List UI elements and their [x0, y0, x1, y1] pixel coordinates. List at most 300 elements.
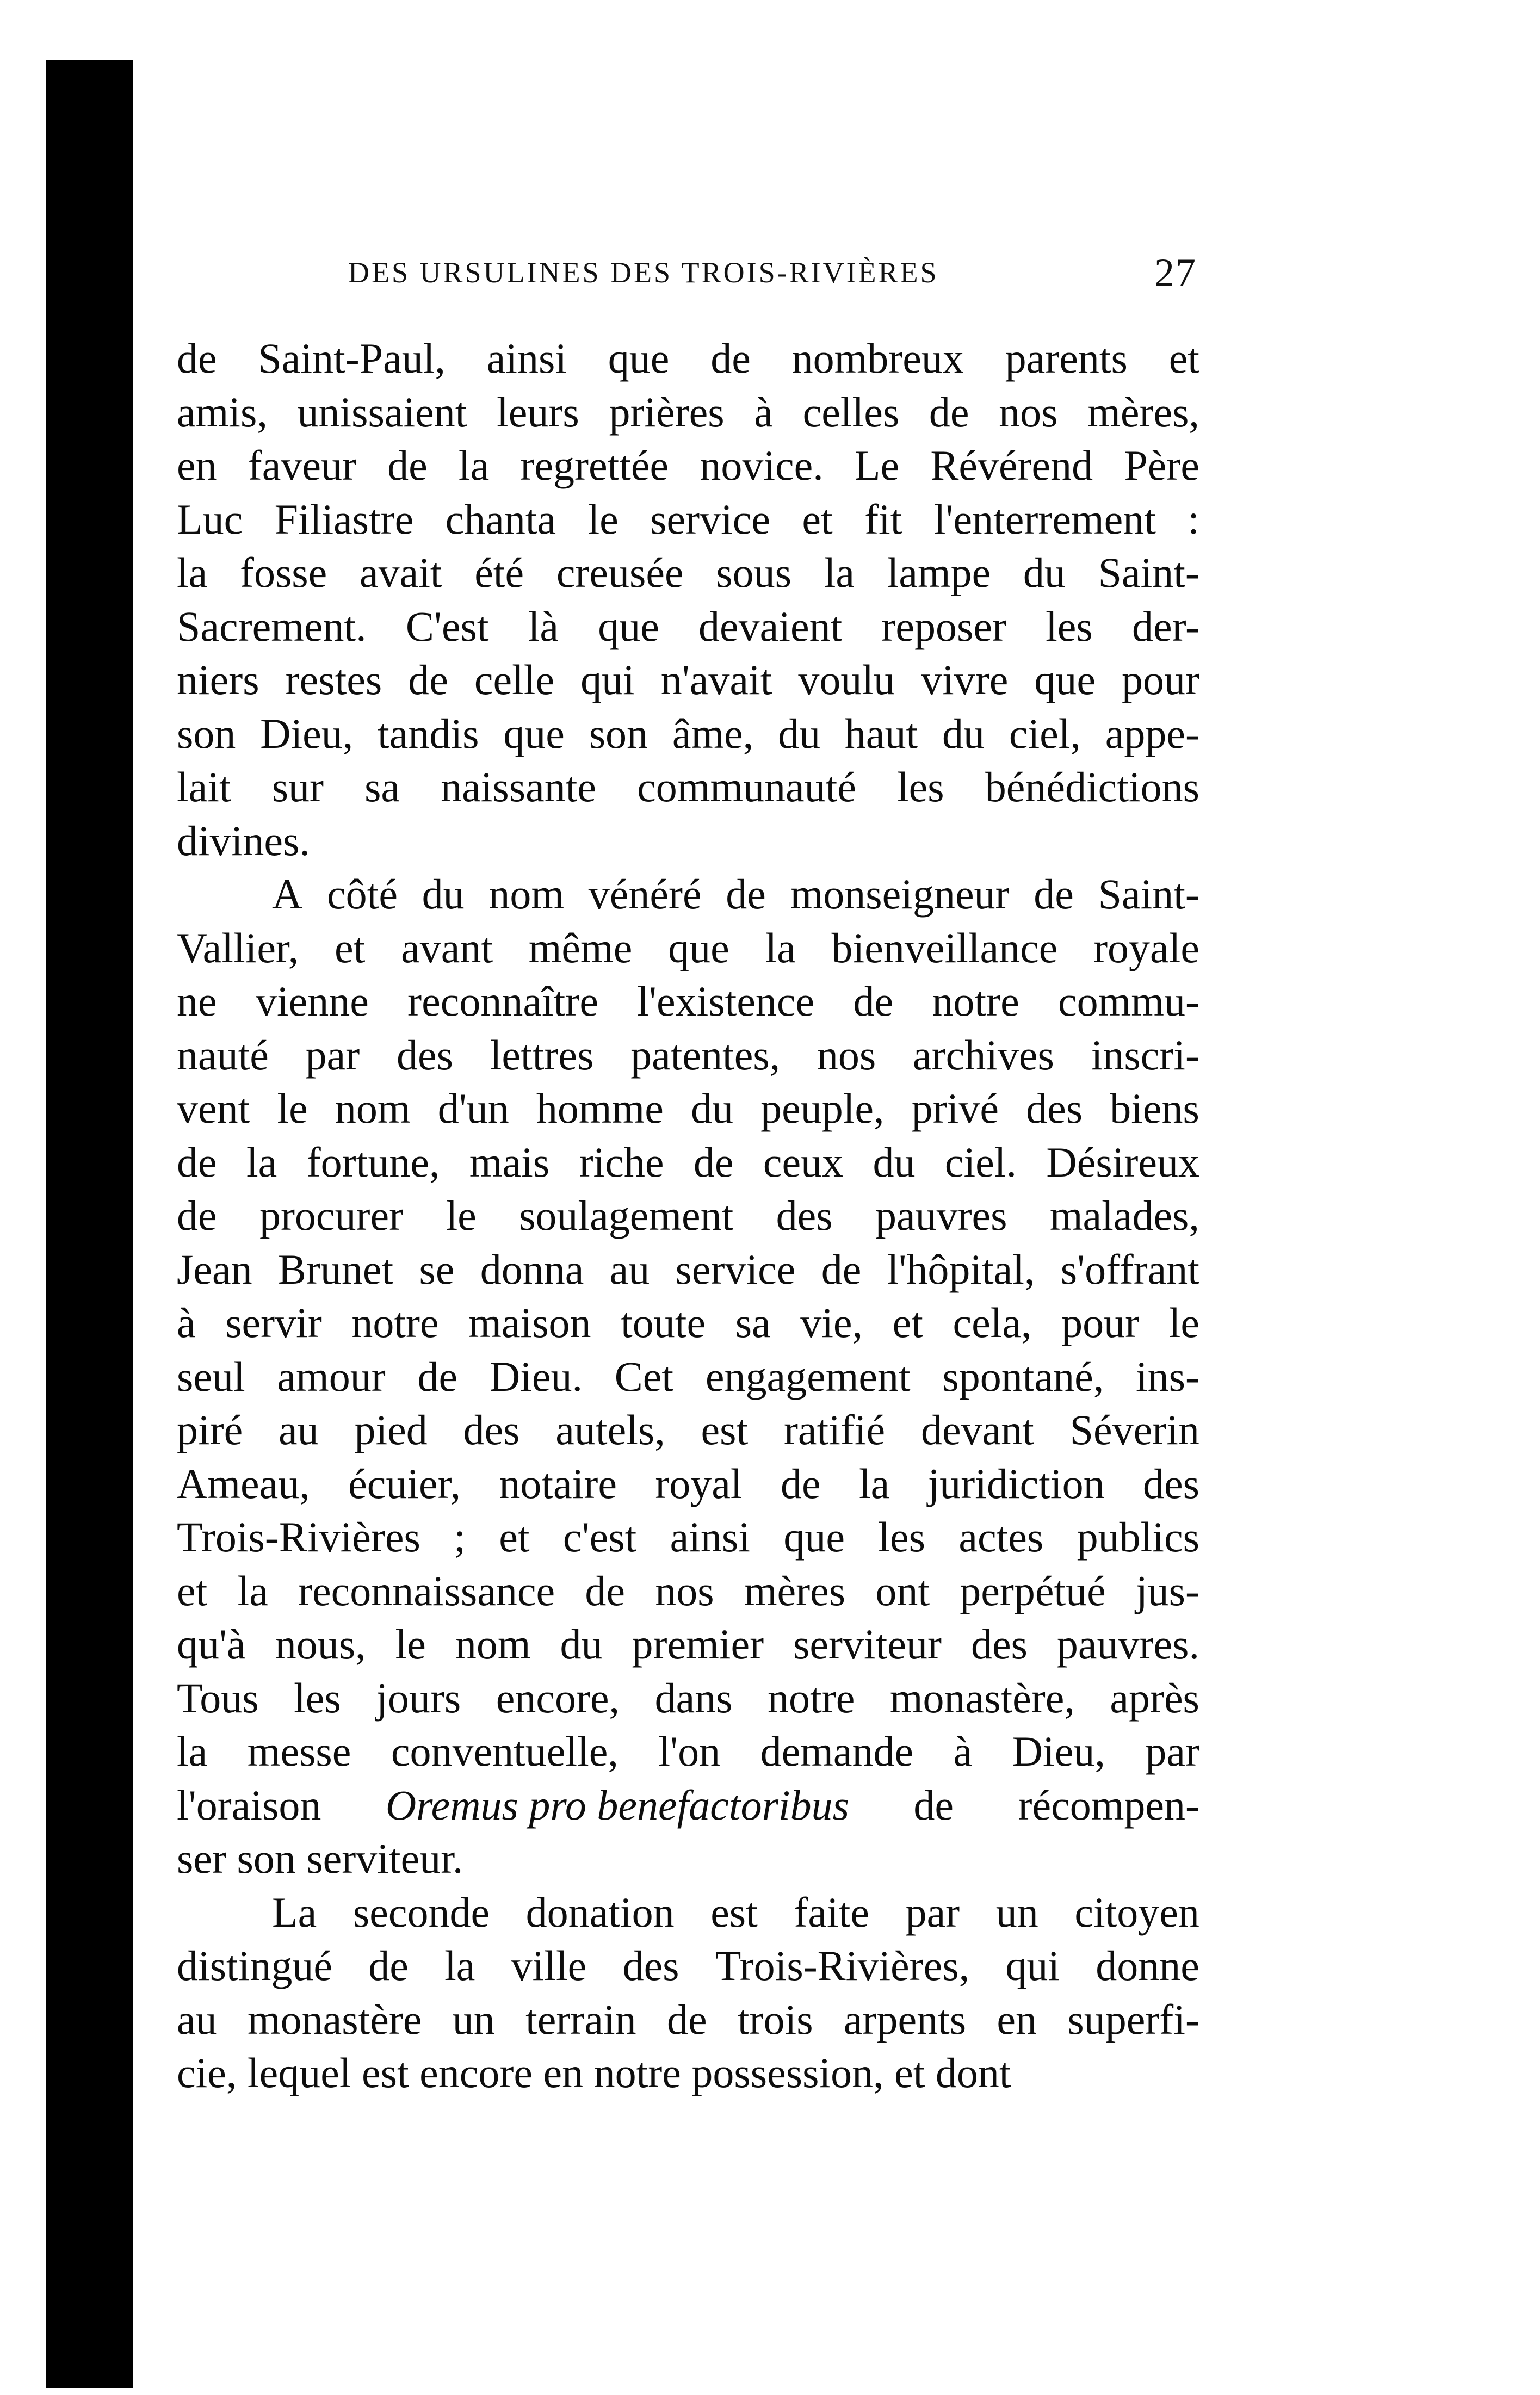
body-text	[177, 332, 1199, 2100]
word: même	[528, 924, 633, 971]
word: par	[905, 1888, 960, 1936]
word: encore,	[496, 1674, 620, 1722]
word: au	[609, 1245, 650, 1293]
text-line	[177, 1082, 1199, 1136]
word: est	[710, 1888, 758, 1936]
text-line	[177, 975, 1199, 1029]
word: engagement	[705, 1352, 911, 1400]
text-line	[177, 386, 1199, 440]
word: jus-	[1135, 1567, 1199, 1614]
word: notre	[932, 977, 1019, 1025]
word: n'avait	[660, 656, 772, 703]
text-line	[177, 546, 1199, 600]
word: creusée	[556, 549, 684, 596]
word: voulu	[798, 656, 895, 703]
word: dans	[654, 1674, 733, 1722]
word: du	[873, 1138, 916, 1186]
word: Révérend	[930, 442, 1093, 489]
word: les	[897, 763, 944, 810]
text-line	[177, 1725, 1199, 1779]
text-line	[177, 921, 1199, 975]
word: terrain	[525, 1995, 636, 2043]
word: lampe	[887, 549, 991, 596]
paragraph	[177, 1886, 1199, 2100]
text-line	[177, 332, 1199, 386]
word: côté	[327, 870, 398, 918]
word: le	[1168, 1299, 1199, 1346]
word: que	[608, 335, 670, 382]
word: demande	[760, 1728, 914, 1775]
word: notre	[351, 1299, 439, 1346]
word: des	[776, 1192, 833, 1239]
word: Brunet	[277, 1245, 394, 1293]
word: l'on	[658, 1728, 721, 1775]
word: publics	[1077, 1513, 1199, 1561]
text-line	[177, 760, 1199, 814]
word: des	[1142, 1459, 1199, 1507]
word: et	[335, 924, 366, 971]
word: devant	[920, 1406, 1034, 1453]
text-line	[177, 1403, 1199, 1457]
word: naissante	[441, 763, 597, 810]
word: Père	[1124, 442, 1199, 489]
word: fortune,	[306, 1138, 440, 1186]
word: la	[858, 1459, 890, 1507]
word: messe	[247, 1728, 351, 1775]
word: ser	[177, 1835, 226, 1882]
word: Séverin	[1069, 1406, 1199, 1453]
word: arpents	[843, 1995, 967, 2043]
text-line	[177, 1189, 1199, 1243]
text-line	[177, 1993, 1199, 2047]
word: ciel.	[944, 1138, 1017, 1186]
paragraph	[177, 868, 1199, 1886]
word: le	[277, 1085, 308, 1132]
word: à	[953, 1728, 973, 1775]
word: le	[446, 1192, 477, 1239]
word: Sacrement.	[177, 602, 367, 650]
word: novice.	[700, 442, 824, 489]
word: de	[387, 442, 428, 489]
word: donation	[525, 1888, 675, 1936]
word: archives	[913, 1031, 1054, 1079]
word: de	[929, 388, 969, 436]
word: reconnaissance	[298, 1567, 555, 1614]
word: au	[177, 1995, 217, 2043]
text-line	[177, 1243, 1199, 1297]
word: vivre	[921, 656, 1009, 703]
word: autels,	[555, 1406, 665, 1453]
word: vénéré	[588, 870, 702, 918]
word: regrettée	[520, 442, 669, 489]
word: nom	[488, 870, 565, 918]
word: son	[589, 709, 648, 757]
word: monastère	[247, 1995, 422, 2043]
word: parents	[1005, 335, 1128, 382]
word: sous	[716, 549, 792, 596]
word: de	[368, 1942, 409, 1989]
word: haut	[844, 709, 918, 757]
text-line	[177, 439, 1199, 493]
word: possession,	[691, 2049, 884, 2096]
word: piré	[177, 1406, 243, 1453]
word: la	[444, 1942, 475, 1989]
word: au	[279, 1406, 319, 1453]
word: amour	[277, 1352, 386, 1400]
word: Cet	[614, 1352, 674, 1400]
word: été	[474, 549, 524, 596]
word: notaire	[499, 1459, 617, 1507]
word: reconnaître	[407, 977, 598, 1025]
word: pour	[1121, 656, 1199, 703]
word: Saint-	[1098, 870, 1199, 918]
text-line	[177, 1672, 1199, 1725]
word: trois	[737, 1995, 813, 2043]
word: niers	[177, 656, 259, 703]
word: de	[693, 1138, 734, 1186]
word: et	[894, 2049, 925, 2096]
word: la	[177, 1728, 208, 1775]
word: Le	[854, 442, 900, 489]
text-line	[177, 493, 1199, 547]
word: le	[587, 495, 619, 543]
word: nom	[455, 1620, 531, 1668]
word: à	[754, 388, 773, 436]
word: la	[237, 1567, 268, 1614]
word: la	[177, 549, 208, 596]
word: est	[362, 2049, 409, 2096]
word: C'est	[405, 602, 489, 650]
word: der-	[1131, 602, 1199, 650]
word: soulagement	[519, 1192, 734, 1239]
word: lettres	[490, 1031, 594, 1079]
word: conventuelle,	[391, 1728, 619, 1775]
word: de	[666, 1995, 707, 2043]
word: des	[463, 1406, 520, 1453]
word: premier	[632, 1620, 764, 1668]
word: de	[1034, 870, 1074, 918]
word: nos	[655, 1567, 714, 1614]
word: faveur	[248, 442, 356, 489]
word: donna	[480, 1245, 584, 1293]
word: Vallier,	[177, 924, 299, 971]
word: communauté	[637, 763, 856, 810]
word: de	[417, 1352, 458, 1400]
word: vienne	[255, 977, 369, 1025]
word: nos	[999, 388, 1058, 436]
word: pied	[354, 1406, 428, 1453]
text-line	[177, 2046, 1199, 2100]
word: du	[422, 870, 465, 918]
word: un	[452, 1995, 495, 2043]
word: privé	[911, 1085, 999, 1132]
word: superfi-	[1067, 1995, 1199, 2043]
word: qu'à	[177, 1620, 246, 1668]
word: la	[765, 924, 796, 971]
word: nous,	[275, 1620, 366, 1668]
word: et	[802, 495, 833, 543]
text-line	[177, 1618, 1199, 1672]
word: celles	[802, 388, 900, 436]
word: le	[395, 1620, 426, 1668]
word: de	[177, 1138, 217, 1186]
word: de	[710, 335, 751, 382]
word: royal	[655, 1459, 743, 1507]
word: que	[598, 602, 659, 650]
word: l'hôpital,	[887, 1245, 1035, 1293]
word: citoyen	[1074, 1888, 1199, 1936]
word: ratifié	[783, 1406, 886, 1453]
word: Saint-	[1098, 549, 1199, 596]
word: :	[1188, 495, 1199, 543]
word: ciel,	[1009, 709, 1081, 757]
word: prières	[609, 388, 725, 436]
word: vie,	[800, 1299, 863, 1346]
word: inscri-	[1091, 1031, 1199, 1079]
word: Trois-Rivières	[177, 1513, 420, 1561]
word: perpétué	[960, 1567, 1106, 1614]
word: des	[970, 1620, 1028, 1668]
word: donne	[1096, 1942, 1199, 1989]
word: Saint-Paul,	[258, 335, 446, 382]
word: de	[913, 1781, 954, 1829]
text-line	[177, 1136, 1199, 1190]
word: âme,	[672, 709, 754, 757]
word: du	[778, 709, 821, 757]
word: son	[177, 709, 236, 757]
word: de	[853, 977, 894, 1025]
word: service	[675, 1245, 796, 1293]
running-title: DES URSULINES DES TROIS-RIVIÈRES	[348, 256, 939, 289]
word: est	[701, 1406, 749, 1453]
text-line	[177, 814, 1199, 868]
word: pauvres.	[1056, 1620, 1199, 1668]
word: procurer	[259, 1192, 404, 1239]
word: et	[177, 1567, 208, 1614]
text-line	[177, 1296, 1199, 1350]
word: ins-	[1135, 1352, 1199, 1400]
word: lait	[177, 763, 231, 810]
word: par	[1145, 1728, 1199, 1775]
paragraph	[177, 332, 1199, 868]
word: sur	[271, 763, 324, 810]
word: sa	[735, 1299, 771, 1346]
word: seconde	[352, 1888, 490, 1936]
text-line	[177, 1939, 1199, 1993]
word: service	[650, 495, 771, 543]
word: peuple,	[760, 1085, 885, 1132]
word: se	[419, 1245, 455, 1293]
word: encore	[419, 2049, 533, 2096]
word: les	[294, 1674, 341, 1722]
word: bénédictions	[985, 763, 1199, 810]
word: ont	[875, 1567, 930, 1614]
word: spontané,	[942, 1352, 1104, 1400]
word: du	[560, 1620, 603, 1668]
text-line	[177, 1511, 1199, 1564]
word: unissaient	[297, 388, 467, 436]
word: l'oraison	[177, 1781, 321, 1829]
word: cie,	[177, 2049, 237, 2096]
word: serviteur	[793, 1620, 942, 1668]
word: que	[503, 709, 565, 757]
word: de	[408, 656, 448, 703]
word: malades,	[1049, 1192, 1199, 1239]
word: Dieu,	[260, 709, 354, 757]
word: monseigneur	[790, 870, 1010, 918]
word: amis,	[177, 388, 268, 436]
word: mères,	[1087, 388, 1199, 436]
word: homme	[536, 1085, 664, 1132]
word: divines.	[177, 816, 310, 864]
word: que	[783, 1513, 845, 1561]
word: la	[824, 549, 855, 596]
word: Filiastre	[274, 495, 414, 543]
word: que	[1034, 656, 1096, 703]
word: bienveillance	[831, 924, 1058, 971]
text-line	[177, 1564, 1199, 1618]
page-number: 27	[1154, 251, 1197, 295]
word: mères	[744, 1567, 846, 1614]
word: l'enterrement	[933, 495, 1156, 543]
word: des	[622, 1942, 679, 1989]
word: après	[1110, 1674, 1199, 1722]
word: là	[528, 602, 559, 650]
word: faite	[794, 1888, 869, 1936]
word: la	[246, 1138, 277, 1186]
word: du	[691, 1085, 733, 1132]
word: Dieu,	[1012, 1728, 1105, 1775]
word: juridiction	[927, 1459, 1105, 1507]
word: mais	[469, 1138, 550, 1186]
word: les	[1046, 602, 1093, 650]
word: récompen-	[1018, 1781, 1199, 1829]
text-line	[177, 868, 1199, 921]
word: et	[892, 1299, 923, 1346]
word: La	[272, 1888, 317, 1936]
text-line	[177, 600, 1199, 654]
word: en	[997, 1995, 1037, 2043]
word: dont	[935, 2049, 1011, 2096]
word: fit	[864, 495, 902, 543]
word: nombreux	[791, 335, 964, 382]
word: toute	[621, 1299, 706, 1346]
word: l'existence	[637, 977, 815, 1025]
word: actes	[958, 1513, 1044, 1561]
word: ceux	[763, 1138, 844, 1186]
word: Luc	[177, 495, 243, 543]
word: un	[995, 1888, 1038, 1936]
word: riche	[579, 1138, 664, 1186]
running-header	[348, 251, 1197, 299]
word: avant	[401, 924, 493, 971]
word: du	[1023, 549, 1066, 596]
word: s'offrant	[1060, 1245, 1199, 1293]
word: sa	[364, 763, 400, 810]
word: en	[543, 2049, 584, 2096]
word: avait	[359, 549, 442, 596]
word: ;	[454, 1513, 466, 1561]
word: et	[1168, 335, 1199, 382]
word: en	[177, 442, 217, 489]
word: nom	[335, 1085, 411, 1132]
word: nauté	[177, 1031, 269, 1079]
word: de	[177, 335, 217, 382]
text-line	[177, 707, 1199, 761]
word: jours	[376, 1674, 461, 1722]
word: cela,	[953, 1299, 1032, 1346]
word: nos	[817, 1031, 876, 1079]
text-line	[177, 1832, 1199, 1886]
word: fosse	[239, 549, 327, 596]
word: Dieu.	[489, 1352, 583, 1400]
word: pauvres	[875, 1192, 1007, 1239]
word: qui	[580, 656, 635, 703]
word: appe-	[1105, 709, 1199, 757]
word: ainsi	[486, 335, 567, 382]
word: de	[780, 1459, 821, 1507]
word: patentes,	[630, 1031, 781, 1079]
word: du	[942, 709, 985, 757]
word: biens	[1110, 1085, 1199, 1132]
word: Jean	[177, 1245, 252, 1293]
text-line	[177, 653, 1199, 707]
binding-edge-shadow	[46, 60, 133, 2388]
word: vent	[177, 1085, 250, 1132]
word: maison	[468, 1299, 591, 1346]
word: son	[237, 1835, 296, 1882]
word: et	[499, 1513, 530, 1561]
word: ne	[177, 977, 217, 1025]
word: royale	[1093, 924, 1199, 971]
word: ville	[511, 1942, 587, 1989]
word: reposer	[881, 602, 1006, 650]
text-line	[177, 1886, 1199, 1940]
word: que	[668, 924, 729, 971]
word: notre	[593, 2049, 681, 2096]
word: des	[1026, 1085, 1083, 1132]
word: écuier,	[348, 1459, 461, 1507]
word: de	[177, 1192, 217, 1239]
word: devaient	[698, 602, 843, 650]
word: qui	[1005, 1942, 1060, 1989]
text-line	[177, 1350, 1199, 1404]
word: de	[726, 870, 766, 918]
word: seul	[177, 1352, 245, 1400]
word: serviteur.	[306, 1835, 463, 1882]
latin-phrase: Oremus pro benefactoribus	[385, 1781, 849, 1829]
word: chanta	[445, 495, 556, 543]
word: Trois-Rivières,	[715, 1942, 970, 1989]
word: par	[305, 1031, 360, 1079]
word: de	[585, 1567, 625, 1614]
word: ainsi	[670, 1513, 750, 1561]
word: distingué	[177, 1942, 332, 1989]
word: Tous	[177, 1674, 259, 1722]
word: c'est	[562, 1513, 637, 1561]
word: lequel	[247, 2049, 351, 2096]
word: tandis	[378, 709, 479, 757]
word: monastère,	[889, 1674, 1075, 1722]
text-line	[177, 1457, 1199, 1511]
word: à	[177, 1299, 196, 1346]
word: les	[878, 1513, 925, 1561]
text-line	[177, 1779, 1199, 1833]
word: restes	[285, 656, 382, 703]
word: la	[458, 442, 490, 489]
word: des	[397, 1031, 454, 1079]
word: celle	[474, 656, 555, 703]
